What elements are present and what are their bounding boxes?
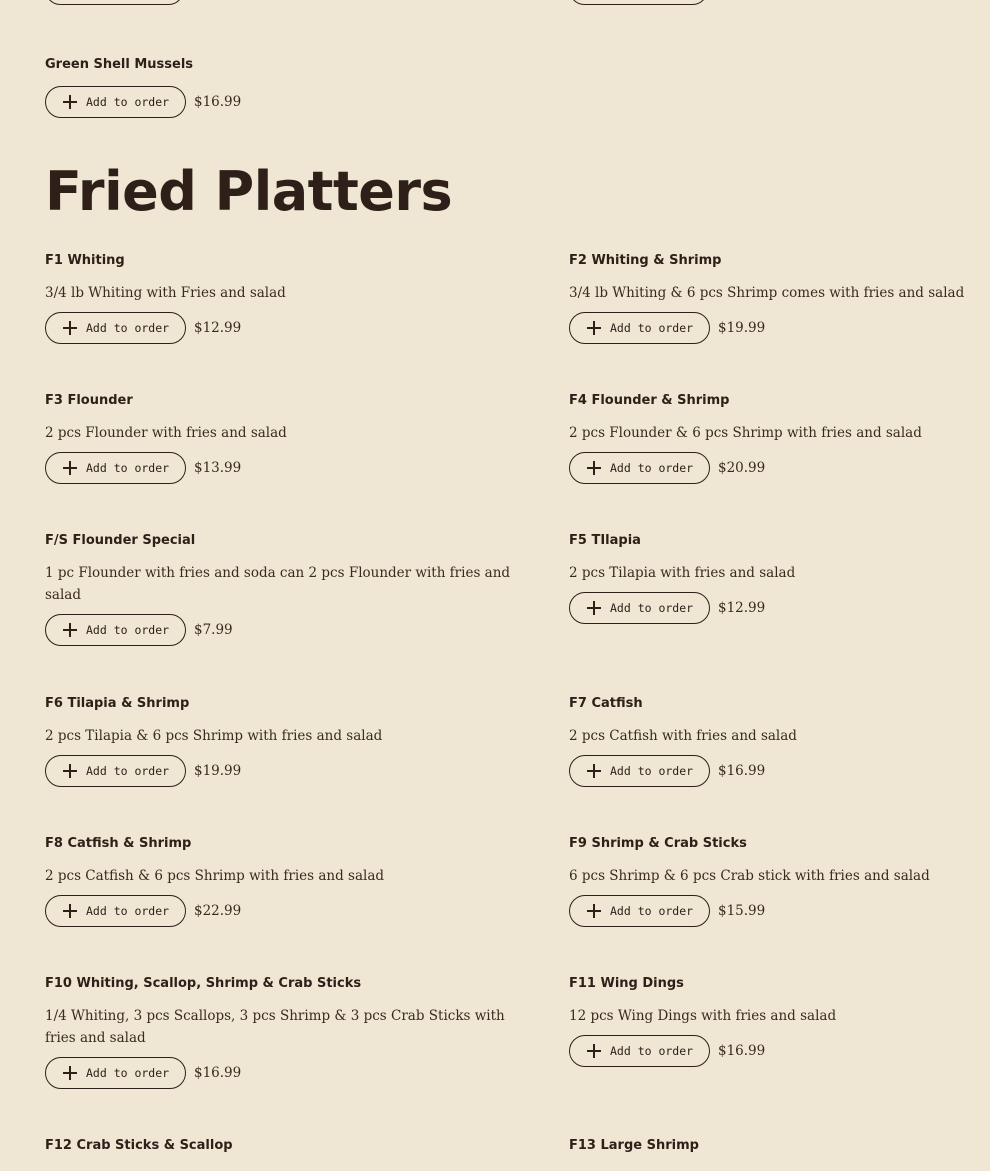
item-name: F9 Shrimp & Crab Sticks	[569, 836, 747, 851]
item-name: F12 Crab Sticks & Scallop	[45, 1138, 233, 1153]
menu-item	[569, 393, 990, 484]
plus-icon	[586, 1043, 602, 1059]
item-name: F8 Catfish & Shrimp	[45, 836, 192, 851]
add-to-order-button[interactable]	[569, 1035, 710, 1067]
item-description: 12 pcs Wing Dings with fries and salad	[569, 1008, 837, 1024]
item-description: 1/4 Whiting, 3 pcs Scallops, 3 pcs Shrimp & 3 pcs Crab Sticks with fries and salad	[45, 1008, 505, 1046]
item-name: F/S Flounder Special	[45, 533, 196, 548]
menu-item	[569, 976, 990, 1067]
add-to-order-label: Add to order	[86, 95, 170, 109]
menu-item	[569, 1138, 990, 1154]
menu-item	[45, 976, 525, 1089]
menu-item	[569, 696, 990, 787]
add-to-order-button[interactable]	[569, 592, 710, 624]
add-to-order-button[interactable]	[45, 86, 186, 118]
item-description: 2 pcs Flounder & 6 pcs Shrimp with fries and salad	[569, 425, 922, 441]
menu-item	[45, 1138, 525, 1154]
add-to-order-button[interactable]	[45, 0, 184, 5]
add-to-order-button[interactable]	[569, 312, 710, 344]
add-to-order-button[interactable]	[569, 895, 710, 927]
item-price: $12.99	[718, 600, 766, 616]
item-price: $16.99	[718, 763, 766, 779]
menu-item	[45, 57, 525, 118]
add-to-order-label: Add to order	[86, 623, 170, 637]
add-to-order-label: Add to order	[86, 321, 170, 335]
item-price: $15.99	[718, 903, 766, 919]
item-description: 2 pcs Tilapia & 6 pcs Shrimp with fries and salad	[45, 728, 383, 744]
add-to-order-button[interactable]	[45, 312, 186, 344]
item-price: $22.99	[194, 903, 242, 919]
add-to-order-label: Add to order	[86, 1066, 170, 1080]
item-name: F6 Tilapia & Shrimp	[45, 696, 190, 711]
item-description: 2 pcs Flounder with fries and salad	[45, 425, 287, 441]
item-price: $20.99	[718, 460, 766, 476]
item-name: Green Shell Mussels	[45, 57, 194, 72]
menu-item	[45, 836, 525, 927]
menu-item	[45, 393, 525, 484]
item-price: $16.99	[718, 1043, 766, 1059]
item-name: F4 Flounder & Shrimp	[569, 393, 730, 408]
add-to-order-label: Add to order	[610, 321, 694, 335]
add-to-order-label: Add to order	[86, 764, 170, 778]
add-to-order-button[interactable]	[569, 755, 710, 787]
menu-item	[45, 533, 525, 646]
add-to-order-label: Add to order	[610, 601, 694, 615]
item-name: F5 TIlapia	[569, 533, 641, 548]
item-description: 1 pc Flounder with fries and soda can 2 pcs Flounder with fries and salad	[45, 565, 511, 603]
plus-icon	[586, 903, 602, 919]
item-price: $7.99	[194, 622, 233, 638]
item-description: 3/4 lb Whiting & 6 pcs Shrimp comes with fries and salad	[569, 285, 965, 301]
item-name: F7 Catfish	[569, 696, 643, 711]
plus-icon	[62, 763, 78, 779]
menu-item	[569, 253, 990, 344]
item-name: F10 Whiting, Scallop, Shrimp & Crab Sticks	[45, 976, 362, 991]
plus-icon	[586, 460, 602, 476]
add-to-order-button[interactable]	[45, 755, 186, 787]
item-price: $13.99	[194, 460, 242, 476]
item-price: $19.99	[718, 320, 766, 336]
item-description: 2 pcs Catfish with fries and salad	[569, 728, 797, 744]
add-to-order-label: Add to order	[610, 1044, 694, 1058]
item-name: F11 Wing Dings	[569, 976, 684, 991]
add-to-order-label: Add to order	[86, 904, 170, 918]
add-to-order-button[interactable]	[569, 0, 708, 5]
item-price: $12.99	[194, 320, 242, 336]
item-description: 2 pcs Tilapia with fries and salad	[569, 565, 796, 581]
add-to-order-label: Add to order	[610, 461, 694, 475]
plus-icon	[586, 763, 602, 779]
plus-icon	[586, 320, 602, 336]
plus-icon	[62, 94, 78, 110]
add-to-order-button[interactable]	[45, 895, 186, 927]
menu-item	[45, 696, 525, 787]
item-description: 3/4 lb Whiting with Fries and salad	[45, 285, 286, 301]
add-to-order-label: Add to order	[610, 764, 694, 778]
menu-item	[569, 533, 990, 624]
menu-item	[45, 253, 525, 344]
item-description: 6 pcs Shrimp & 6 pcs Crab stick with fries and salad	[569, 868, 930, 884]
item-name: F13 Large Shrimp	[569, 1138, 699, 1153]
add-to-order-button[interactable]	[45, 452, 186, 484]
section-title: Fried Platters	[45, 160, 453, 223]
plus-icon	[62, 622, 78, 638]
plus-icon	[62, 1065, 78, 1081]
item-name: F3 Flounder	[45, 393, 133, 408]
item-name: F2 Whiting & Shrimp	[569, 253, 722, 268]
plus-icon	[62, 320, 78, 336]
add-to-order-button[interactable]	[45, 1057, 186, 1089]
plus-icon	[62, 460, 78, 476]
add-to-order-button[interactable]	[45, 614, 186, 646]
plus-icon	[62, 903, 78, 919]
item-name: F1 Whiting	[45, 253, 125, 268]
item-price: $16.99	[194, 94, 242, 110]
item-description: 2 pcs Catfish & 6 pcs Shrimp with fries and salad	[45, 868, 385, 884]
add-to-order-button[interactable]	[569, 452, 710, 484]
item-price: $16.99	[194, 1065, 242, 1081]
item-price: $19.99	[194, 763, 242, 779]
plus-icon	[586, 600, 602, 616]
add-to-order-label: Add to order	[86, 461, 170, 475]
menu-item	[569, 836, 990, 927]
add-to-order-label: Add to order	[610, 904, 694, 918]
